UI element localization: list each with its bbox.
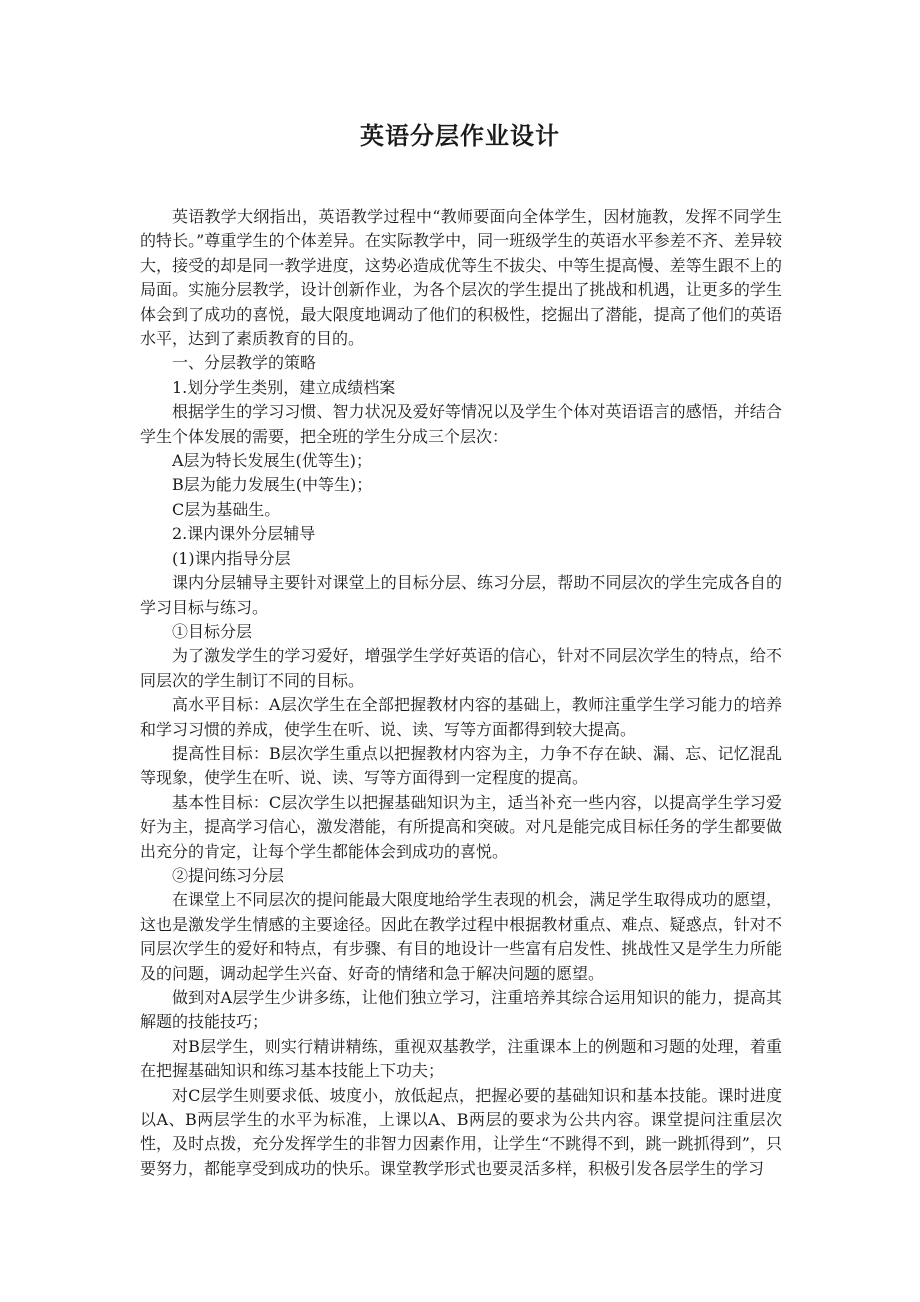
paragraph-level-a-practice: 做到对A层学生少讲多练，让他们独立学习，注重培养其综合运用知识的能力，提高其解题的技能技巧；: [140, 988, 782, 1032]
paragraph-goal-high: 高水平目标：A层次学生在全部把握教材内容的基础上，教师注重学生学习能力的培养和学习习惯的养成，使学生在听、说、读、写等方面都得到较大提高。: [140, 695, 782, 739]
paragraph-three-levels: 根据学生的学习习惯、智力状况及爱好等情况以及学生个体对英语语言的感悟，并结合学生个体发展的需要，把全班的学生分成三个层次：: [140, 402, 782, 446]
paragraph-level-c-practice: 对C层学生则要求低、坡度小，放低起点，把握必要的基础知识和基本技能。课时进度以A、B两层学生的水平为标准，上课以A、B两层的要求为公共内容。课堂提问注重层次性，及时点拨，充分发挥学生的非智力因素作用，让学生“不跳得不到，跳一跳抓得到”，只要努力，都能享受到成功的快乐。课堂教学形式也要灵活多样，积极引发各层学生的学习: [140, 1085, 782, 1178]
list-item-level-b: B层为能力发展生(中等生)；: [172, 475, 373, 495]
subsection-heading-in-class: (1)课内指导分层: [172, 548, 291, 568]
paragraph-questioning: 在课堂上不同层次的提问能最大限度地给学生表现的机会，满足学生取得成功的愿望，这也是激发学生情感的主要途径。因此在教学过程中根据教材重点、难点、疑惑点，针对不同层次学生的爱好和特点，有步骤、有目的地设计一些富有启发性、挑战性又是学生力所能及的问题，调动起学生兴奋、好奇的情绪和急于解决问题的愿望。: [140, 890, 782, 983]
paragraph-intro: 英语教学大纲指出，英语教学过程中“教师要面向全体学生，因材施教，发挥不同学生的特长。”尊重学生的个体差异。在实际教学中，同一班级学生的英语水平参差不齐、差异较大，接受的却是同一教学进度，这势必造成优等生不拔尖、中等生提高慢、差等生跟不上的局面。实施分层教学，设计创新作业，为各个层次的学生提出了挑战和机遇，让更多的学生体会到了成功的喜悦，最大限度地调动了他们的积极性，挖掘出了潜能，提高了他们的英语水平，达到了素质教育的目的。: [140, 207, 782, 349]
subsection-heading-classification: 1.划分学生类别，建立成绩档案: [172, 377, 396, 397]
paragraph-goal-basic: 基本性目标：C层次学生以把握基础知识为主，适当补充一些内容，以提高学生学习爱好为主，提高学习信心，激发潜能，有所提高和突破。对凡是能完成目标任务的学生都要做出充分的肯定，让每个学生都能体会到成功的喜悦。: [140, 792, 782, 861]
document-title: 英语分层作业设计: [360, 121, 560, 150]
subsection-heading-tutoring: 2.课内课外分层辅导: [172, 524, 316, 544]
paragraph-goal-motivation: 为了激发学生的学习爱好，增强学生学好英语的信心，针对不同层次学生的特点，给不同层次的学生制订不同的目标。: [140, 646, 782, 690]
paragraph-goal-improve: 提高性目标：B层次学生重点以把握教材内容为主，力争不存在缺、漏、忘、记忆混乱等现象，使学生在听、说、读、写等方面得到一定程度的提高。: [140, 743, 782, 788]
section-heading-strategy: 一、分层教学的策略: [172, 353, 317, 373]
list-item-level-a: A层为特长发展生(优等生)；: [172, 451, 373, 471]
paragraph-level-b-practice: 对B层学生，则实行精讲精练，重视双基教学，注重课本上的例题和习题的处理，着重在把握基础知识和练习基本技能上下功夫；: [140, 1036, 782, 1081]
subsection-heading-goal-layering: ①目标分层: [172, 621, 253, 641]
paragraph-in-class-tutoring: 课内分层辅导主要针对课堂上的目标分层、练习分层，帮助不同层次的学生完成各自的学习目标与练习。: [140, 573, 782, 617]
list-item-level-c: C层为基础生。: [172, 499, 281, 519]
subsection-heading-question-layering: ②提问练习分层: [172, 865, 285, 885]
document-body: [140, 205, 782, 1181]
